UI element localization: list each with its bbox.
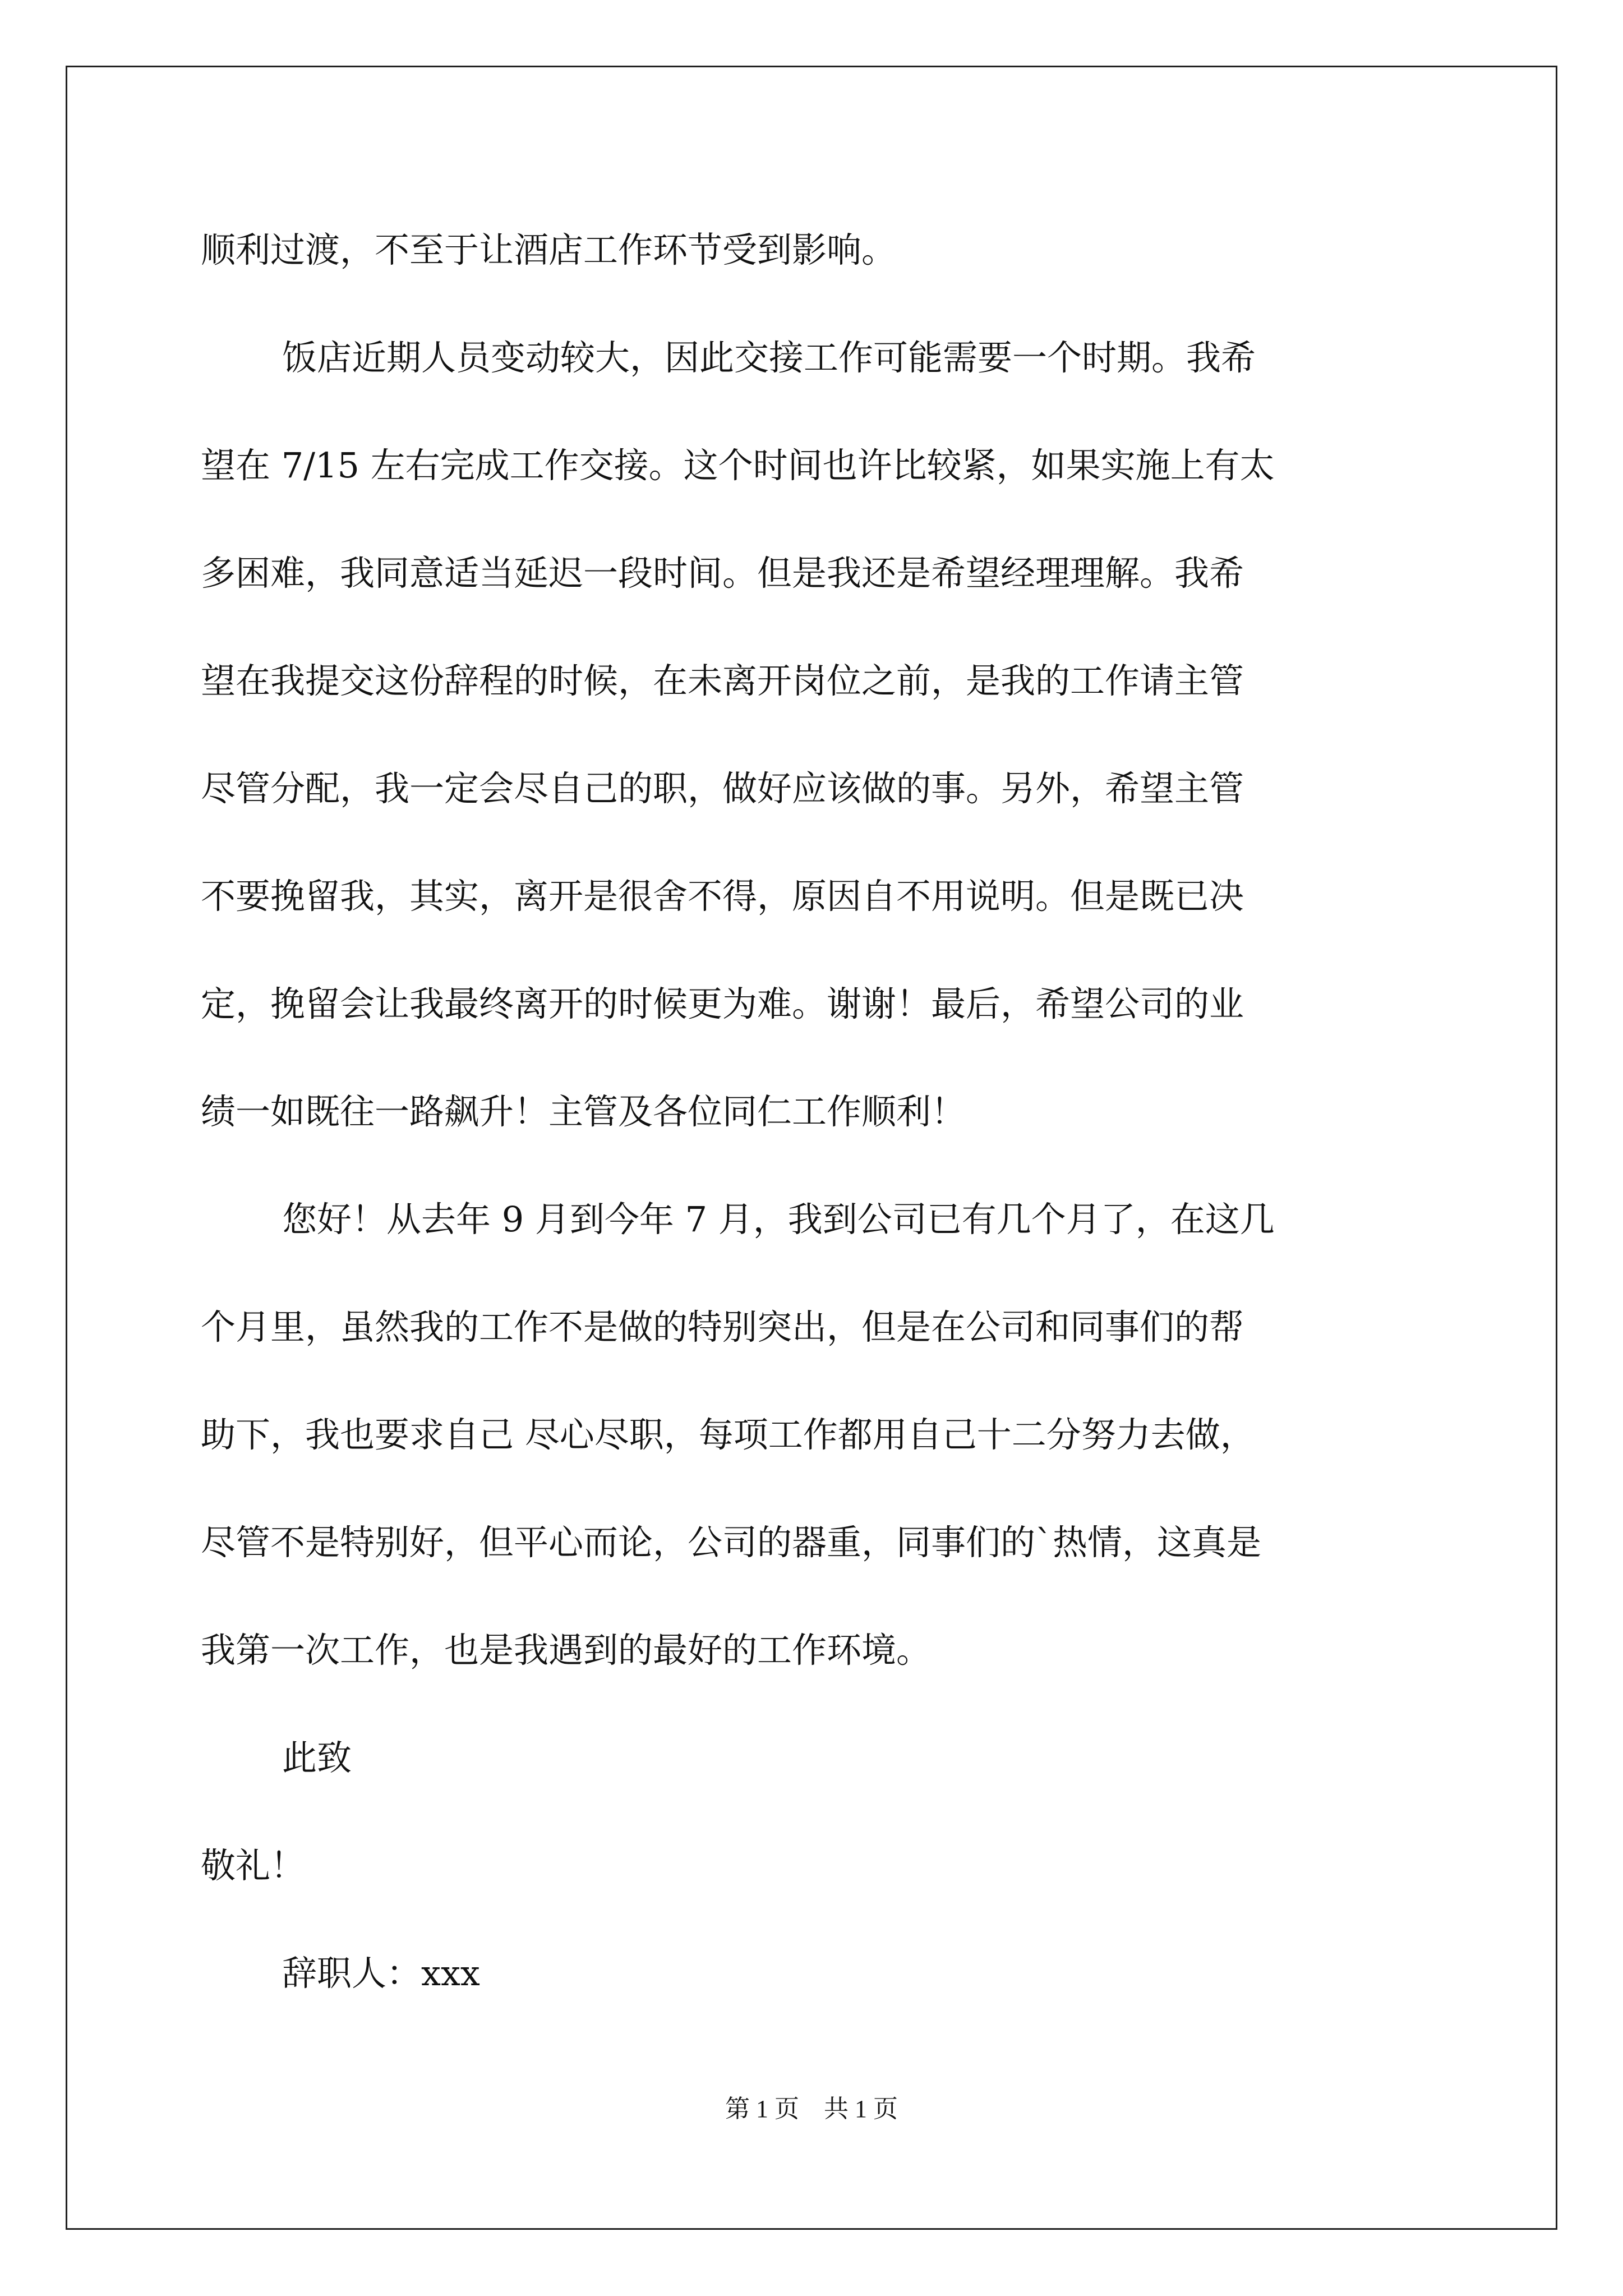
text-line: 顺利过渡，不至于让酒店工作环节受到影响。 [201, 229, 897, 270]
text-line: 望在 7/15 左右完成工作交接。这个时间也许比较紧，如果实施上有太 [201, 445, 1275, 486]
text-line: 尽管不是特别好，但平心而论，公司的器重，同事们的`热情，这真是 [201, 1522, 1262, 1563]
closing-regards: 敬礼！ [201, 1845, 306, 1886]
text-line: 绩一如既往一路飙升！主管及各位同仁工作顺利！ [201, 1091, 966, 1132]
page-number-footer: 第 1 页 共 1 页 [725, 2095, 898, 2123]
closing-salutation: 此致 [282, 1737, 352, 1778]
text-line: 您好！从去年 9 月到今年 7 月，我到公司已有几个月了，在这几 [282, 1199, 1275, 1240]
text-line: 望在我提交这份辞程的时候，在未离开岗位之前，是我的工作请主管 [201, 660, 1244, 701]
text-line: 多困难，我同意适当延迟一段时间。但是我还是希望经理理解。我希 [201, 553, 1244, 593]
text-line: 助下，我也要求自己 尽心尽职，每项工作都用自己十二分努力去做， [201, 1414, 1255, 1455]
text-line: 我第一次工作，也是我遇到的最好的工作环境。 [201, 1630, 932, 1671]
text-line: 尽管分配，我一定会尽自己的职，做好应该做的事。另外，希望主管 [201, 768, 1244, 809]
signature-line: 辞职人：xxx [282, 1953, 480, 1994]
letter-body [201, 196, 1435, 2027]
text-line: 不要挽留我，其实，离开是很舍不得，原因自不用说明。但是既已决 [201, 876, 1244, 917]
text-line: 定，挽留会让我最终离开的时候更为难。谢谢！最后，希望公司的业 [201, 983, 1244, 1024]
text-line: 饭店近期人员变动较大，因此交接工作可能需要一个时期。我希 [282, 337, 1256, 378]
text-line: 个月里，虽然我的工作不是做的特别突出，但是在公司和同事们的帮 [201, 1306, 1244, 1347]
